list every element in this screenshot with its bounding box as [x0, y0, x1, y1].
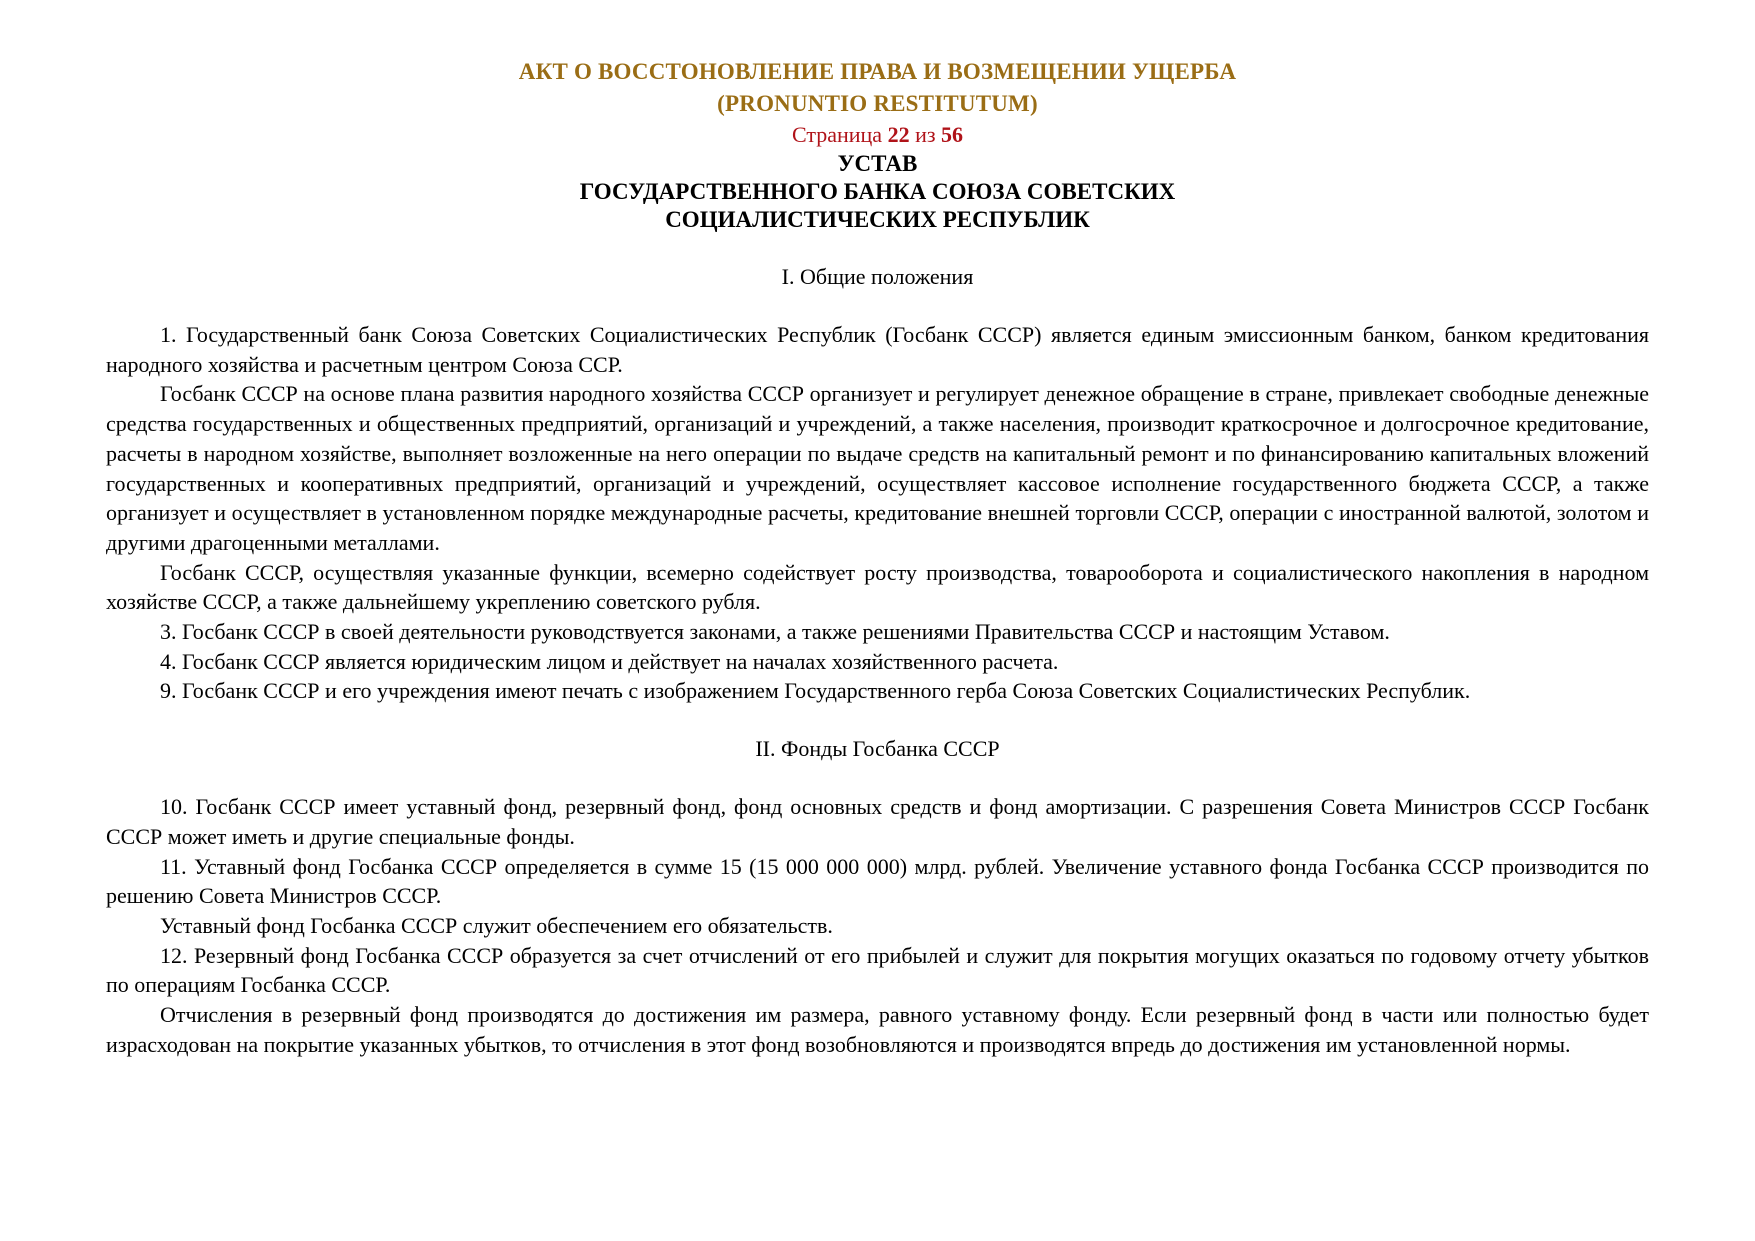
section-heading-2: II. Фонды Госбанка СССР [755, 736, 1000, 762]
paragraph: 3. Госбанк СССР в своей деятельности руководствуется законами, а также решениями Правительства СССР и настоящим Уставом. [160, 619, 1390, 645]
paragraph: Госбанк СССР, осуществляя указанные функции, всемерно содействует росту производства, товарооборота и социалистического накопления в народном хозяйстве СССР, а также дальнейшему укреплению советского рубля. [106, 559, 1649, 615]
page-indicator-of: из [915, 122, 936, 147]
paragraph: 10. Госбанк СССР имеет уставный фонд, резервный фонд, фонд основных средств и фонд амортизации. С разрешения Совета Министров СССР Госбанк СССР может иметь и другие специальные фонды. [106, 794, 1649, 849]
page-indicator [106, 120, 1649, 150]
document-header [106, 56, 1649, 234]
paragraph: Уставный фонд Госбанка СССР служит обеспечением его обязательств. [160, 912, 833, 938]
doc-title-line-1: УСТАВ [837, 151, 918, 176]
paragraph: 1. Государственный банк Союза Советских Социалистических Республик (Госбанк СССР) является единым эмиссионным банком, банком кредитования народного хозяйства и расчетным центром Союза ССР. [106, 322, 1649, 377]
paragraph: 9. Госбанк СССР и его учреждения имеют печать с изображением Государственного герба Союза Советских Социалистических Республик. [160, 678, 1471, 704]
act-title-line-1: АКТ О ВОССТОНОВЛЕНИЕ ПРАВА И ВОЗМЕЩЕНИИ УЩЕРБА [518, 59, 1237, 84]
page-indicator-label: Страница [791, 122, 883, 147]
section-heading-1: I. Общие положения [781, 264, 974, 289]
paragraph: 4. Госбанк СССР является юридическим лицом и действует на началах хозяйственного расчета. [160, 648, 1059, 674]
page-indicator-current: 22 [887, 122, 910, 147]
doc-title-line-2: ГОСУДАРСТВЕННОГО БАНКА СОЮЗА СОВЕТСКИХ [579, 179, 1176, 204]
paragraph: 11. Уставный фонд Госбанка СССР определяется в сумме 15 (15 000 000 000) млрд. рублей. Увеличение уставного фонда Госбанка СССР производится по решению Совета Министров СССР. [106, 853, 1649, 909]
paragraph: 12. Резервный фонд Госбанка СССР образуется за счет отчислений от его прибылей и служит для покрытия могущих оказаться по годовому отчету убытков по операциям Госбанка СССР. [106, 942, 1649, 998]
document-body [106, 262, 1649, 1059]
doc-title-line-3: СОЦИАЛИСТИЧЕСКИХ РЕСПУБЛИК [665, 207, 1090, 232]
page-indicator-total: 56 [941, 122, 964, 147]
paragraph: Госбанк СССР на основе плана развития народного хозяйства СССР организует и регулирует денежное обращение в стране, привлекает свободные денежные средства государственных и общественных предприятий, организаций и учреждений, а также населения, производит краткосрочное и долгосрочное кредитование, расчеты в народном хозяйстве, выполняет возложенные на него операции по выдаче средств на капитальный ремонт и по финансированию капитальных вложений государственных и кооперативных предприятий, организаций и учреждений, осуществляет кассовое исполнение государственного бюджета СССР, а также организует и осуществляет в установленном порядке международные расчеты, кредитование внешней торговли СССР, операции с иностранной валютой, золотом и другими драгоценными металлами. [106, 381, 1649, 555]
act-title-line-2: (PRONUNTIO RESTITUTUM) [717, 91, 1038, 116]
paragraph: Отчисления в резервный фонд производятся до достижения им размера, равного уставному фонду. Если резервный фонд в части или полностью будет израсходован на покрытие указанных убытков, то отчисления в этот фонд возобновляются и производятся впредь до достижения им установленной нормы. [106, 1002, 1649, 1057]
